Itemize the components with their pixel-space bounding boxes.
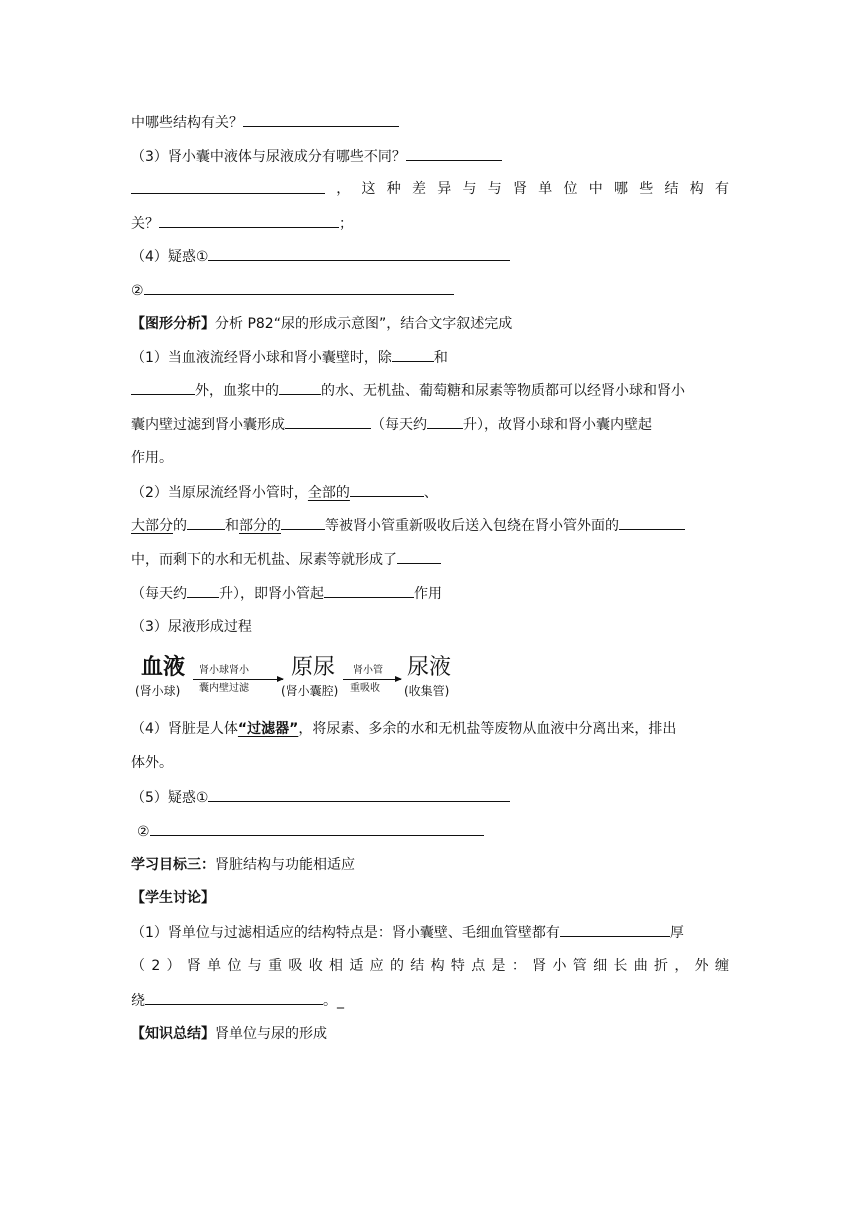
doubt-5-2: ② xyxy=(137,821,484,842)
answer-blank[interactable] xyxy=(159,213,339,228)
node-blood: 血液 xyxy=(141,655,186,680)
item-2-line3: 中，而剩下的水和无机盐、尿素等就形成了 xyxy=(131,549,441,570)
answer-blank[interactable] xyxy=(392,347,434,362)
item-1: （1）当血液流经肾小球和肾小囊壁时，除 和 xyxy=(131,347,448,368)
question-3-end: 关？ ； xyxy=(131,213,353,234)
learning-goal-3: 学习目标三：肾脏结构与功能相适应 xyxy=(131,857,355,873)
doubt-2: ② xyxy=(131,280,454,301)
node-primary-urine: 原尿 xyxy=(291,655,336,680)
discussion-2-end: 绕 。_ xyxy=(131,990,344,1011)
item-1-continued: 外，血浆中的 的水、无机盐、葡萄糖和尿素等物质都可以经肾小球和肾小 xyxy=(131,380,685,401)
line-structures: 中哪些结构有关？ xyxy=(131,112,399,133)
arrow-1-label-top: 肾小球肾小 xyxy=(199,665,249,676)
node-primary-urine-location: (肾小囊腔) xyxy=(281,684,339,698)
doubt-1: （4）疑惑① xyxy=(131,246,510,267)
answer-blank[interactable] xyxy=(144,280,454,295)
answer-blank[interactable] xyxy=(350,482,424,497)
answer-blank[interactable] xyxy=(131,179,325,194)
section-knowledge-summary: 【知识总结】肾单位与尿的形成 xyxy=(131,1026,327,1042)
question-3-continued: ， 这 种 差 异 与 与 肾 单 位 中 哪 些 结 构 有 xyxy=(131,179,729,199)
answer-blank[interactable] xyxy=(208,787,510,802)
item-1-line3: 囊内壁过滤到肾小囊形成 （每天约 升），故肾小球和肾小囊内壁起 xyxy=(131,414,652,435)
answer-blank[interactable] xyxy=(406,146,502,161)
section-student-discussion: 【学生讨论】 xyxy=(131,890,215,906)
node-urine: 尿液 xyxy=(407,655,452,680)
arrow-2 xyxy=(343,679,401,680)
item-2: （2）当原尿流经肾小管时，全部的 、 xyxy=(131,482,438,503)
answer-blank[interactable] xyxy=(560,922,670,937)
answer-blank[interactable] xyxy=(285,414,371,429)
section-graph-analysis: 【图形分析】分析 P82“尿的形成示意图”，结合文字叙述完成 xyxy=(131,316,513,332)
item-1-end: 作用。 xyxy=(131,450,173,466)
answer-blank[interactable] xyxy=(187,515,225,530)
answer-blank[interactable] xyxy=(145,990,323,1005)
arrow-1-label-bottom: 囊内壁过滤 xyxy=(199,683,249,694)
discussion-2: （ 2 ） 肾 单 位 与 重 吸 收 相 适 应 的 结 构 特 点 是 ： 肾 小 管 细 长 曲 折 ， 外 缠 xyxy=(131,958,729,974)
item-2-continued: 大部分的 和部分的 等被肾小管重新吸收后送入包绕在肾小管外面的 xyxy=(131,515,685,536)
answer-blank[interactable] xyxy=(281,515,325,530)
node-blood-location: (肾小球) xyxy=(135,684,181,698)
answer-blank[interactable] xyxy=(208,246,510,261)
node-urine-location: (收集管) xyxy=(404,684,450,698)
answer-blank[interactable] xyxy=(279,380,321,395)
item-2-end: （每天约 升），即肾小管起 作用 xyxy=(131,583,442,604)
answer-blank[interactable] xyxy=(187,583,219,598)
item-4: （4）肾脏是人体“过滤器”，将尿素、多余的水和无机盐等废物从血液中分离出来，排出 xyxy=(131,721,677,737)
answer-blank[interactable] xyxy=(619,515,685,530)
discussion-1: （1）肾单位与过滤相适应的结构特点是：肾小囊壁、毛细血管壁都有 厚 xyxy=(131,922,684,943)
item-4-end: 体外。 xyxy=(131,755,173,771)
answer-blank[interactable] xyxy=(243,112,399,127)
answer-blank[interactable] xyxy=(131,380,195,395)
answer-blank[interactable] xyxy=(427,414,463,429)
answer-blank[interactable] xyxy=(324,583,414,598)
answer-blank[interactable] xyxy=(397,549,441,564)
arrow-1 xyxy=(193,679,283,680)
arrow-2-label-top: 肾小管 xyxy=(353,665,383,676)
item-3-title: （3）尿液形成过程 xyxy=(131,619,252,635)
question-3: （3）肾小囊中液体与尿液成分有哪些不同？ xyxy=(131,146,502,167)
urine-formation-diagram xyxy=(131,653,471,705)
answer-blank[interactable] xyxy=(150,821,484,836)
doubt-5-1: （5）疑惑① xyxy=(131,787,510,808)
arrow-2-label-bottom: 重吸收 xyxy=(350,683,380,694)
